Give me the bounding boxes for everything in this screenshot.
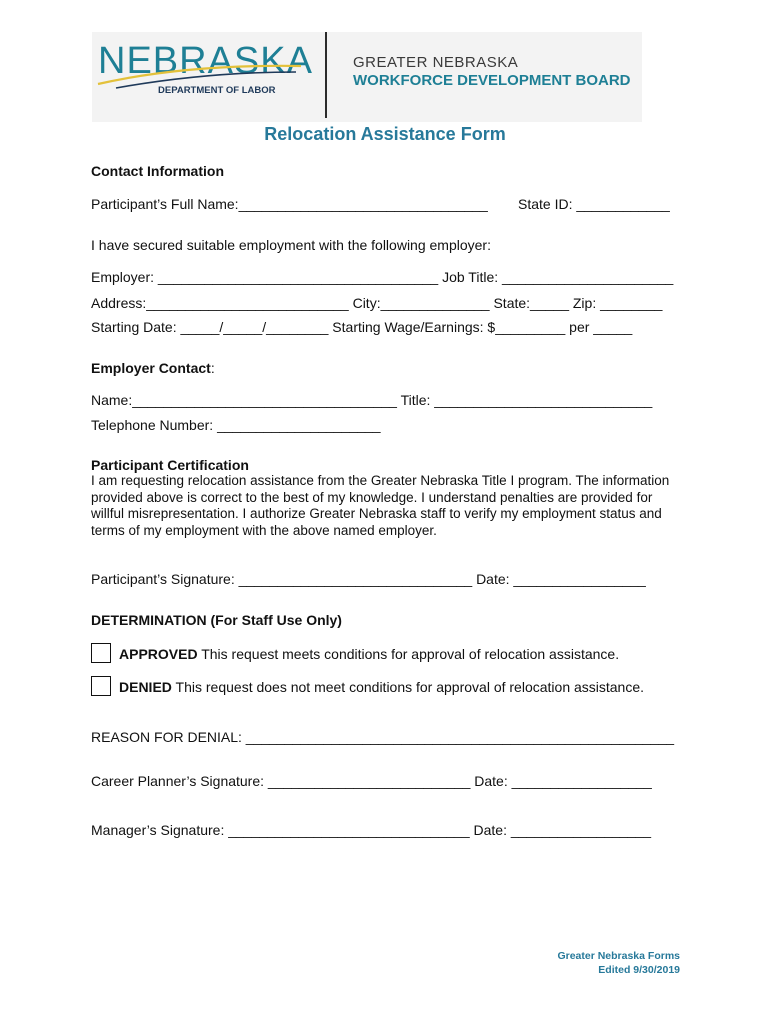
denied-option	[119, 679, 644, 695]
employer-jobtitle-line[interactable]: Employer: ____________________________________ Job Title: ______________________	[91, 269, 674, 285]
career-planner-signature-line[interactable]: Career Planner’s Signature: __________________________ Date: __________________	[91, 773, 652, 789]
department-of-labor-text: DEPARTMENT OF LABOR	[158, 85, 276, 96]
address-line[interactable]: Address:__________________________ City:______________ State:_____ Zip: ________	[91, 295, 663, 311]
logo-divider	[325, 32, 327, 118]
approved-label: APPROVED	[119, 646, 198, 662]
footer-forms-label: Greater Nebraska Forms	[557, 950, 680, 962]
employment-intro-text: I have secured suitable employment with the following employer:	[91, 237, 491, 253]
form-title: Relocation Assistance Form	[264, 124, 506, 144]
denied-checkbox[interactable]	[91, 676, 111, 696]
board-name-line2: WORKFORCE DEVELOPMENT BOARD	[353, 72, 631, 89]
state-id-field[interactable]: State ID: ____________	[518, 196, 670, 212]
approved-option	[119, 646, 619, 662]
denied-label: DENIED	[119, 679, 172, 695]
board-name-line1: GREATER NEBRASKA	[353, 54, 519, 71]
employer-contact-heading-colon: :	[210, 360, 215, 376]
employer-contact-heading	[91, 360, 215, 376]
employer-contact-name-title-line[interactable]: Name:__________________________________ Title: ____________________________	[91, 392, 653, 408]
denied-text: This request does not meet conditions for approval of relocation assistance.	[171, 679, 645, 695]
participant-signature-line[interactable]: Participant’s Signature: ______________________________ Date: _________________	[91, 571, 646, 587]
footer-edited-date: Edited 9/30/2019	[598, 964, 680, 976]
contact-info-heading: Contact Information	[91, 163, 224, 179]
approved-text: This request meets conditions for approval of relocation assistance.	[197, 646, 620, 662]
header-banner	[92, 32, 642, 122]
participant-certification-heading: Participant Certification	[91, 457, 249, 473]
manager-signature-line[interactable]: Manager’s Signature: _______________________________ Date: __________________	[91, 822, 651, 838]
employer-contact-heading-text: Employer Contact	[91, 360, 211, 376]
approved-checkbox[interactable]	[91, 643, 111, 663]
reason-for-denial-line[interactable]: REASON FOR DENIAL: _______________________________________________________	[91, 729, 675, 745]
participant-full-name-field[interactable]: Participant’s Full Name:________________________________	[91, 196, 488, 212]
determination-heading: DETERMINATION (For Staff Use Only)	[91, 612, 342, 628]
telephone-number-line[interactable]: Telephone Number: _____________________	[91, 417, 381, 433]
nebraska-logo-wordmark: NEBRASKA	[98, 40, 313, 82]
starting-date-wage-line[interactable]: Starting Date: _____/_____/________ Starting Wage/Earnings: $_________ per _____	[91, 319, 633, 335]
participant-certification-body: I am requesting relocation assistance from the Greater Nebraska Title I program. The information provided above is correct to the best of my knowledge. I understand penalties are provided for willful misrepresentation. I authorize Greater Nebraska staff to verify my employment status and terms of my employment with the above named employer.	[91, 473, 670, 538]
